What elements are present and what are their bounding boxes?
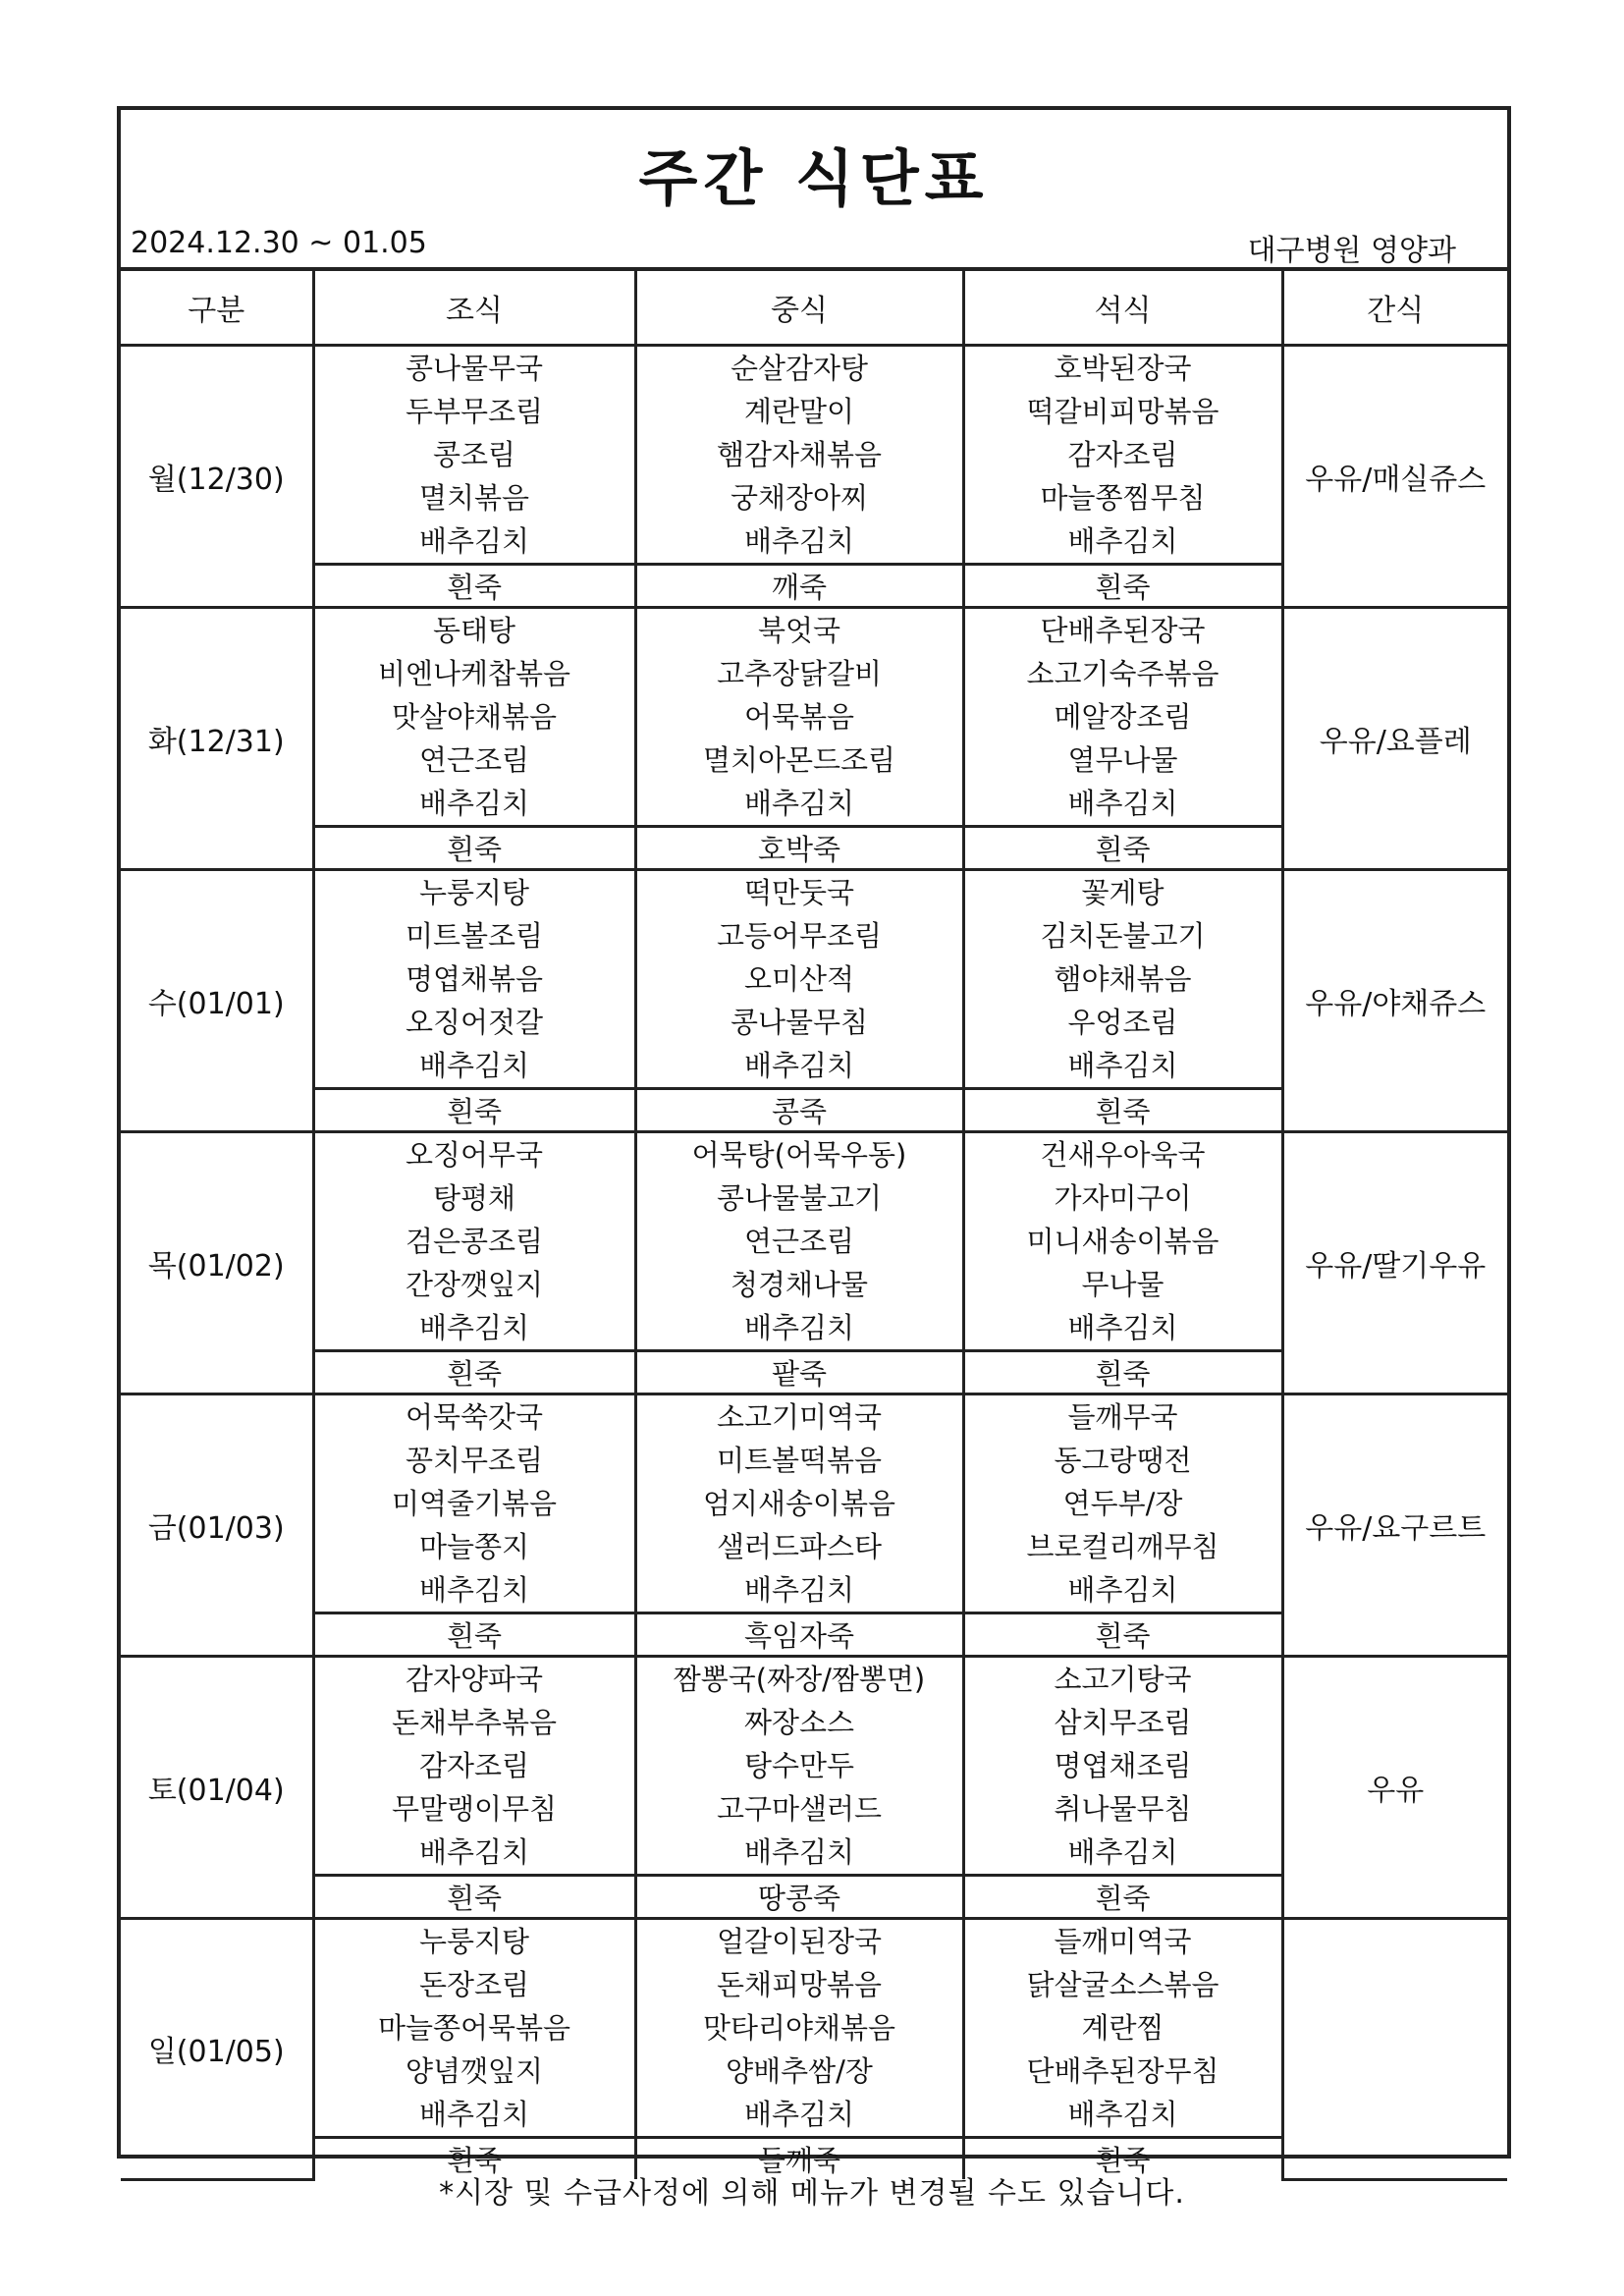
dish-item: 멸치볶음 (418, 481, 530, 515)
snack-cell: 우유 (1282, 1657, 1507, 1919)
breakfast-porridge: 흰죽 (313, 1876, 635, 1919)
lunch-porridge: 땅콩죽 (635, 1876, 963, 1919)
dish-item: 양배추쌈/장 (726, 2054, 873, 2088)
day-label: 금(01/03) (121, 1394, 313, 1657)
dish-item: 멸치아몬드조림 (702, 743, 896, 777)
day-row (121, 608, 1507, 827)
dish-item: 배추김치 (1067, 1311, 1178, 1344)
lunch-dishes (635, 870, 963, 1089)
dish-item: 맛타리야채볶음 (702, 2011, 896, 2045)
dish-item: 메알장조림 (1054, 700, 1192, 734)
dish-item: 오미산적 (743, 962, 855, 996)
dish-item: 배추김치 (1067, 787, 1178, 820)
dish-item: 연두부/장 (1062, 1487, 1183, 1520)
dish-item: 콩나물무국 (405, 352, 544, 385)
dish-item: 탕평채 (432, 1181, 516, 1215)
dish-item: 배추김치 (418, 1835, 530, 1869)
dish-item: 간장깻잎지 (405, 1268, 544, 1301)
dish-item: 오징어무국 (405, 1138, 544, 1172)
lunch-porridge: 팥죽 (635, 1351, 963, 1394)
dish-item: 엄지새송이볶음 (702, 1487, 896, 1520)
dish-item: 미트볼떡볶음 (716, 1444, 883, 1477)
dinner-dishes (963, 1919, 1282, 2138)
dish-item: 배추김치 (418, 2098, 530, 2131)
lunch-dishes (635, 1394, 963, 1613)
column-header-lunch: 중식 (635, 269, 963, 346)
dish-item: 배추김치 (418, 1049, 530, 1082)
lunch-dishes (635, 608, 963, 827)
dish-item: 순살감자탕 (730, 352, 869, 385)
dish-item: 소고기미역국 (716, 1400, 883, 1434)
snack-cell: 우유/요구르트 (1282, 1394, 1507, 1657)
dish-item: 마늘쫑어묵볶음 (377, 2011, 571, 2045)
dish-item: 미트볼조림 (405, 919, 544, 953)
day-row (121, 346, 1507, 565)
day-row (121, 1919, 1507, 2138)
dish-item: 배추김치 (743, 1573, 855, 1607)
column-header-category: 구분 (121, 269, 313, 346)
dish-item: 배추김치 (743, 524, 855, 558)
dish-item: 감자조림 (418, 1749, 530, 1782)
breakfast-dishes (313, 1657, 635, 1876)
dish-item: 배추김치 (418, 1573, 530, 1607)
dish-item: 동그랑땡전 (1054, 1444, 1192, 1477)
breakfast-dishes (313, 1394, 635, 1613)
dinner-porridge: 흰죽 (963, 2138, 1282, 2180)
dish-item: 콩나물불고기 (716, 1181, 883, 1215)
dish-item: 어묵탕(어묵우동) (691, 1138, 907, 1172)
dish-item: 무말랭이무침 (391, 1792, 558, 1826)
breakfast-dishes (313, 870, 635, 1089)
dish-item: 두부무조림 (405, 395, 544, 428)
day-row (121, 1132, 1507, 1351)
dish-item: 배추김치 (1067, 1573, 1178, 1607)
snack-cell: 우유/딸기우유 (1282, 1132, 1507, 1394)
dish-item: 무나물 (1081, 1268, 1164, 1301)
dish-item: 우엉조림 (1067, 1006, 1178, 1039)
weekly-menu-table (121, 267, 1507, 2181)
dish-item: 감자양파국 (405, 1663, 544, 1696)
dish-item: 청경채나물 (730, 1268, 869, 1301)
page-title: 주간 식단표 (638, 142, 990, 214)
dish-item: 돈채피망볶음 (716, 1968, 883, 2001)
dish-item: 호박된장국 (1054, 352, 1192, 385)
dinner-dishes (963, 1132, 1282, 1351)
dinner-dishes (963, 870, 1282, 1089)
dish-item: 꽃게탕 (1081, 876, 1164, 909)
dish-item: 들깨미역국 (1054, 1925, 1192, 1958)
dish-item: 배추김치 (418, 524, 530, 558)
dish-item: 어묵쑥갓국 (405, 1400, 544, 1434)
dinner-dishes (963, 608, 1282, 827)
breakfast-porridge: 흰죽 (313, 2138, 635, 2180)
dish-item: 햄감자채볶음 (716, 438, 883, 471)
dish-item: 미역줄기볶음 (391, 1487, 558, 1520)
lunch-dishes (635, 1657, 963, 1876)
dish-item: 누룽지탕 (418, 876, 530, 909)
dinner-dishes (963, 1394, 1282, 1613)
dish-item: 배추김치 (1067, 524, 1178, 558)
breakfast-porridge: 흰죽 (313, 827, 635, 870)
dish-item: 가자미구이 (1054, 1181, 1192, 1215)
dinner-porridge: 흰죽 (963, 827, 1282, 870)
dish-item: 김치돈불고기 (1040, 919, 1206, 953)
breakfast-porridge: 흰죽 (313, 1089, 635, 1132)
dish-item: 건새우아욱국 (1040, 1138, 1206, 1172)
breakfast-dishes (313, 608, 635, 827)
dish-item: 배추김치 (418, 1311, 530, 1344)
dish-item: 배추김치 (743, 1835, 855, 1869)
dish-item: 배추김치 (743, 787, 855, 820)
dish-item: 검은콩조림 (405, 1225, 544, 1258)
dish-item: 계란말이 (743, 395, 855, 428)
lunch-porridge: 콩죽 (635, 1089, 963, 1132)
lunch-dishes (635, 346, 963, 565)
footnote: *시장 및 수급사정에 의해 메뉴가 변경될 수도 있습니다. (439, 2176, 1185, 2211)
dish-item: 짜장소스 (743, 1706, 855, 1739)
day-label: 월(12/30) (121, 346, 313, 608)
dish-item: 연근조림 (743, 1225, 855, 1258)
lunch-porridge: 호박죽 (635, 827, 963, 870)
dish-item: 탕수만두 (743, 1749, 855, 1782)
dish-item: 맛살야채볶음 (391, 700, 558, 734)
dish-item: 소고기탕국 (1054, 1663, 1192, 1696)
dish-item: 동태탕 (432, 614, 516, 647)
dish-item: 햄야채볶음 (1054, 962, 1192, 996)
organization-name: 대구병원 영양과 (1247, 234, 1456, 268)
day-row (121, 1394, 1507, 1613)
dinner-porridge: 흰죽 (963, 565, 1282, 608)
dish-item: 단배추된장무침 (1026, 2054, 1219, 2088)
dinner-porridge: 흰죽 (963, 1876, 1282, 1919)
day-label: 수(01/01) (121, 870, 313, 1132)
dish-item: 꽁치무조림 (405, 1444, 544, 1477)
dish-item: 콩조림 (432, 438, 516, 471)
dish-item: 연근조림 (418, 743, 530, 777)
dish-item: 배추김치 (1067, 1049, 1178, 1082)
dish-item: 짬뽕국(짜장/짬뽕면) (673, 1663, 926, 1696)
breakfast-porridge: 흰죽 (313, 1613, 635, 1657)
dish-item: 브로컬리깨무침 (1026, 1530, 1219, 1563)
snack-cell: 우유/요플레 (1282, 608, 1507, 870)
column-header-snack: 간식 (1282, 269, 1507, 346)
day-label: 화(12/31) (121, 608, 313, 870)
dish-item: 궁채장아찌 (730, 481, 869, 515)
dish-item: 어묵볶음 (743, 700, 855, 734)
dinner-dishes (963, 346, 1282, 565)
lunch-porridge: 흑임자죽 (635, 1613, 963, 1657)
day-label: 일(01/05) (121, 1919, 313, 2180)
day-label: 토(01/04) (121, 1657, 313, 1919)
snack-cell (1282, 1919, 1507, 2180)
dish-item: 명엽채볶음 (405, 962, 544, 996)
dish-item: 마늘쫑지 (418, 1530, 530, 1563)
dish-item: 삼치무조림 (1054, 1706, 1192, 1739)
dinner-porridge: 흰죽 (963, 1089, 1282, 1132)
dish-item: 감자조림 (1067, 438, 1178, 471)
dish-item: 콩나물무침 (730, 1006, 869, 1039)
dish-item: 취나물무침 (1054, 1792, 1192, 1826)
breakfast-dishes (313, 1132, 635, 1351)
dish-item: 닭살굴소스볶음 (1026, 1968, 1219, 2001)
dish-item: 오징어젓갈 (405, 1006, 544, 1039)
dish-item: 배추김치 (743, 2098, 855, 2131)
lunch-porridge: 들깨죽 (635, 2138, 963, 2180)
menu-period: 2024.12.30 ~ 01.05 (131, 226, 427, 260)
dish-item: 마늘쫑찜무침 (1040, 481, 1206, 515)
column-header-dinner: 석식 (963, 269, 1282, 346)
lunch-porridge: 깨죽 (635, 565, 963, 608)
day-row (121, 870, 1507, 1089)
dish-item: 배추김치 (743, 1311, 855, 1344)
dish-item: 소고기숙주볶음 (1026, 657, 1219, 690)
dish-item: 배추김치 (418, 787, 530, 820)
dish-item: 북엇국 (757, 614, 841, 647)
dish-item: 떡갈비피망볶음 (1026, 395, 1219, 428)
breakfast-porridge: 흰죽 (313, 565, 635, 608)
dish-item: 얼갈이된장국 (716, 1925, 883, 1958)
dish-item: 배추김치 (743, 1049, 855, 1082)
dish-item: 미니새송이볶음 (1026, 1225, 1219, 1258)
breakfast-dishes (313, 1919, 635, 2138)
dish-item: 돈채부추볶음 (391, 1706, 558, 1739)
dish-item: 고등어무조림 (716, 919, 883, 953)
dish-item: 고구마샐러드 (716, 1792, 883, 1826)
breakfast-dishes (313, 346, 635, 565)
dish-item: 떡만둣국 (743, 876, 855, 909)
lunch-dishes (635, 1132, 963, 1351)
dinner-porridge: 흰죽 (963, 1351, 1282, 1394)
dish-item: 누룽지탕 (418, 1925, 530, 1958)
breakfast-porridge: 흰죽 (313, 1351, 635, 1394)
dish-item: 단배추된장국 (1040, 614, 1206, 647)
dish-item: 비엔나케찹볶음 (377, 657, 571, 690)
snack-cell: 우유/매실쥬스 (1282, 346, 1507, 608)
table-header-row (121, 269, 1507, 346)
dinner-porridge: 흰죽 (963, 1613, 1282, 1657)
menu-sheet (117, 106, 1511, 2177)
column-header-breakfast: 조식 (313, 269, 635, 346)
dish-item: 돈장조림 (418, 1968, 530, 2001)
dish-item: 양념깻잎지 (405, 2054, 544, 2088)
dish-item: 열무나물 (1067, 743, 1178, 777)
snack-cell: 우유/야채쥬스 (1282, 870, 1507, 1132)
dish-item: 고추장닭갈비 (716, 657, 883, 690)
dish-item: 명엽채조림 (1054, 1749, 1192, 1782)
dish-item: 배추김치 (1067, 2098, 1178, 2131)
lunch-dishes (635, 1919, 963, 2138)
dish-item: 들깨무국 (1067, 1400, 1178, 1434)
dish-item: 배추김치 (1067, 1835, 1178, 1869)
day-row (121, 1657, 1507, 1876)
dish-item: 샐러드파스타 (716, 1530, 883, 1563)
day-label: 목(01/02) (121, 1132, 313, 1394)
dinner-dishes (963, 1657, 1282, 1876)
dish-item: 계란찜 (1081, 2011, 1164, 2045)
